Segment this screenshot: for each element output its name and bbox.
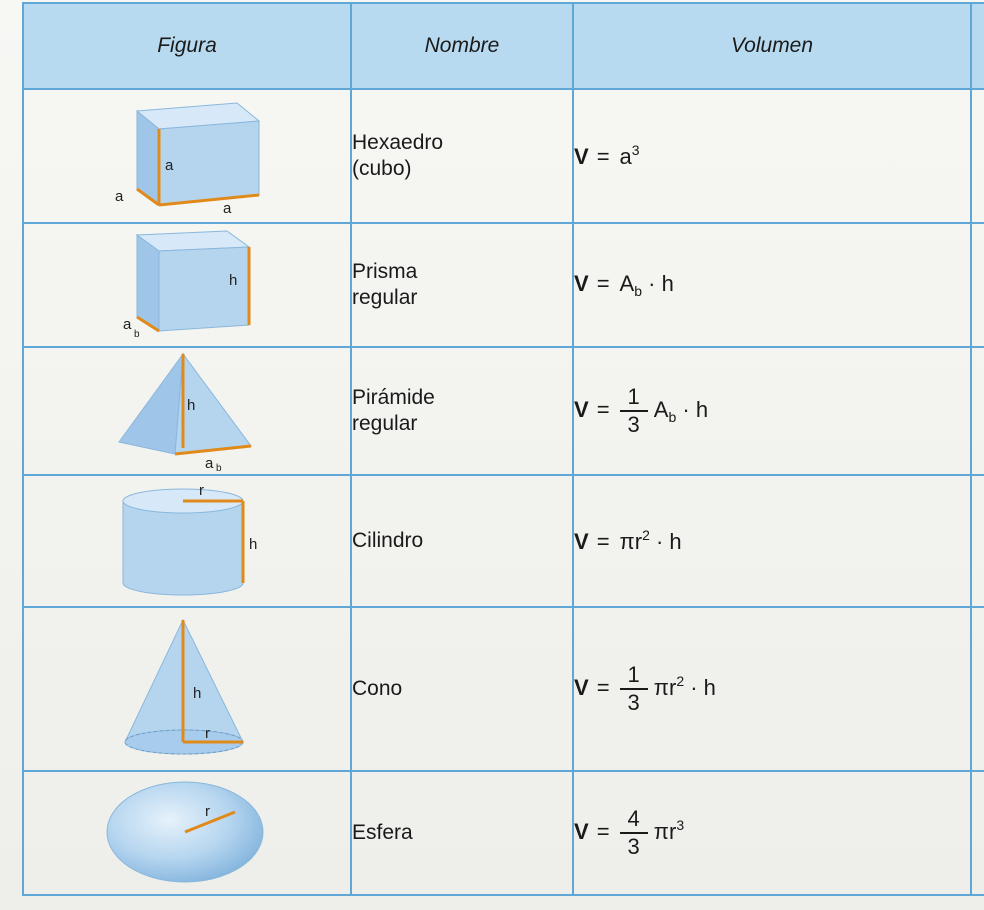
- formula-pi: π: [653, 674, 669, 700]
- edge-label-r: r: [199, 483, 204, 499]
- formula-a: a: [619, 144, 632, 169]
- formula-eq: =: [596, 271, 610, 296]
- formula-exp: 3: [631, 142, 640, 158]
- cube-icon: [87, 97, 287, 215]
- edge-cell: [971, 347, 984, 475]
- formula-pi: π: [619, 529, 635, 554]
- table-row: [23, 771, 984, 895]
- fraction-numerator: 1: [620, 384, 648, 412]
- formula-v: V: [574, 144, 589, 169]
- edge-cell: [971, 223, 984, 347]
- edge-label-a: a: [115, 188, 124, 205]
- cylinder-icon: [87, 483, 287, 599]
- volume-formula: [573, 771, 971, 895]
- fraction-numerator: 1: [620, 662, 648, 690]
- shape-name: Prisma regular: [351, 223, 573, 347]
- edge-label-h: h: [187, 397, 196, 414]
- formula-fraction: [620, 384, 648, 438]
- edge-label-a: a: [223, 200, 232, 215]
- header-volumen: Volumen: [573, 3, 971, 89]
- formula-eq: =: [596, 818, 610, 844]
- edge-label-a: a: [205, 455, 214, 472]
- formula-sub: b: [634, 283, 643, 299]
- header-edge: [971, 3, 984, 89]
- volume-formula: [573, 89, 971, 223]
- formula-pi: π: [653, 818, 669, 844]
- volume-formula: [573, 475, 971, 607]
- edge-label-h: h: [193, 685, 202, 702]
- formula-exp: 2: [642, 527, 650, 543]
- edge-label-r: r: [205, 803, 210, 820]
- formula-r: r: [668, 674, 677, 700]
- formula-fraction: [620, 806, 648, 860]
- formula-exp: 3: [676, 816, 685, 833]
- formula-eq: =: [596, 144, 610, 169]
- volume-formula: [573, 347, 971, 475]
- edge-cell: [971, 771, 984, 895]
- formula-v: V: [574, 818, 589, 844]
- formula-dot-h: · h: [684, 674, 716, 700]
- shape-name: Esfera: [351, 771, 573, 895]
- edge-cell: [971, 607, 984, 771]
- header-figura: Figura: [23, 3, 351, 89]
- formula-v: V: [574, 271, 589, 296]
- table-row: [23, 475, 984, 607]
- formula-A: A: [653, 396, 669, 422]
- fraction-denominator: 3: [627, 690, 640, 715]
- table-row: [23, 607, 984, 771]
- formula-eq: =: [596, 529, 610, 554]
- volume-formula: [573, 223, 971, 347]
- cone-icon: [87, 614, 287, 764]
- fraction-denominator: 3: [627, 834, 640, 859]
- figure-cell: [23, 771, 351, 895]
- volume-formula: [573, 607, 971, 771]
- edge-label-a: a: [123, 316, 132, 333]
- figure-cell: [23, 475, 351, 607]
- shape-name: Cilindro: [351, 475, 573, 607]
- header-nombre: Nombre: [351, 3, 573, 89]
- figure-cell: [23, 223, 351, 347]
- edge-cell: [971, 475, 984, 607]
- fraction-numerator: 4: [620, 806, 648, 834]
- edge-label-b: b: [134, 329, 140, 340]
- formula-v: V: [574, 396, 589, 422]
- formula-eq: =: [596, 674, 610, 700]
- formula-v: V: [574, 674, 589, 700]
- figure-cell: [23, 607, 351, 771]
- edge-label-r: r: [205, 725, 210, 742]
- formula-dot-h: · h: [649, 529, 682, 554]
- formula-dot-h: · h: [642, 271, 674, 296]
- sphere-icon: [87, 778, 287, 888]
- fraction-denominator: 3: [627, 412, 640, 437]
- formula-dot-h: · h: [676, 396, 709, 422]
- edge-label-a: a: [165, 157, 174, 174]
- formula-eq: =: [596, 396, 610, 422]
- formula-exp: 2: [676, 672, 685, 689]
- prism-icon: [87, 227, 287, 343]
- formula-v: V: [574, 529, 589, 554]
- table-row: [23, 89, 984, 223]
- shape-name: Hexaedro (cubo): [351, 89, 573, 223]
- formula-fraction: [620, 662, 648, 716]
- shape-name: Pirámide regular: [351, 347, 573, 475]
- table-row: [23, 347, 984, 475]
- formula-r: r: [668, 818, 677, 844]
- figure-cell: [23, 89, 351, 223]
- table-row: [23, 223, 984, 347]
- figure-cell: [23, 347, 351, 475]
- edge-label-b: b: [216, 463, 222, 472]
- formula-r: r: [634, 529, 643, 554]
- formula-sub: b: [668, 408, 677, 425]
- edge-label-h: h: [229, 272, 238, 289]
- edge-label-h: h: [249, 536, 258, 553]
- pyramid-icon: [87, 350, 287, 472]
- shape-name: Cono: [351, 607, 573, 771]
- edge-cell: [971, 89, 984, 223]
- formula-A: A: [619, 271, 635, 296]
- volume-formulas-table: [22, 2, 984, 896]
